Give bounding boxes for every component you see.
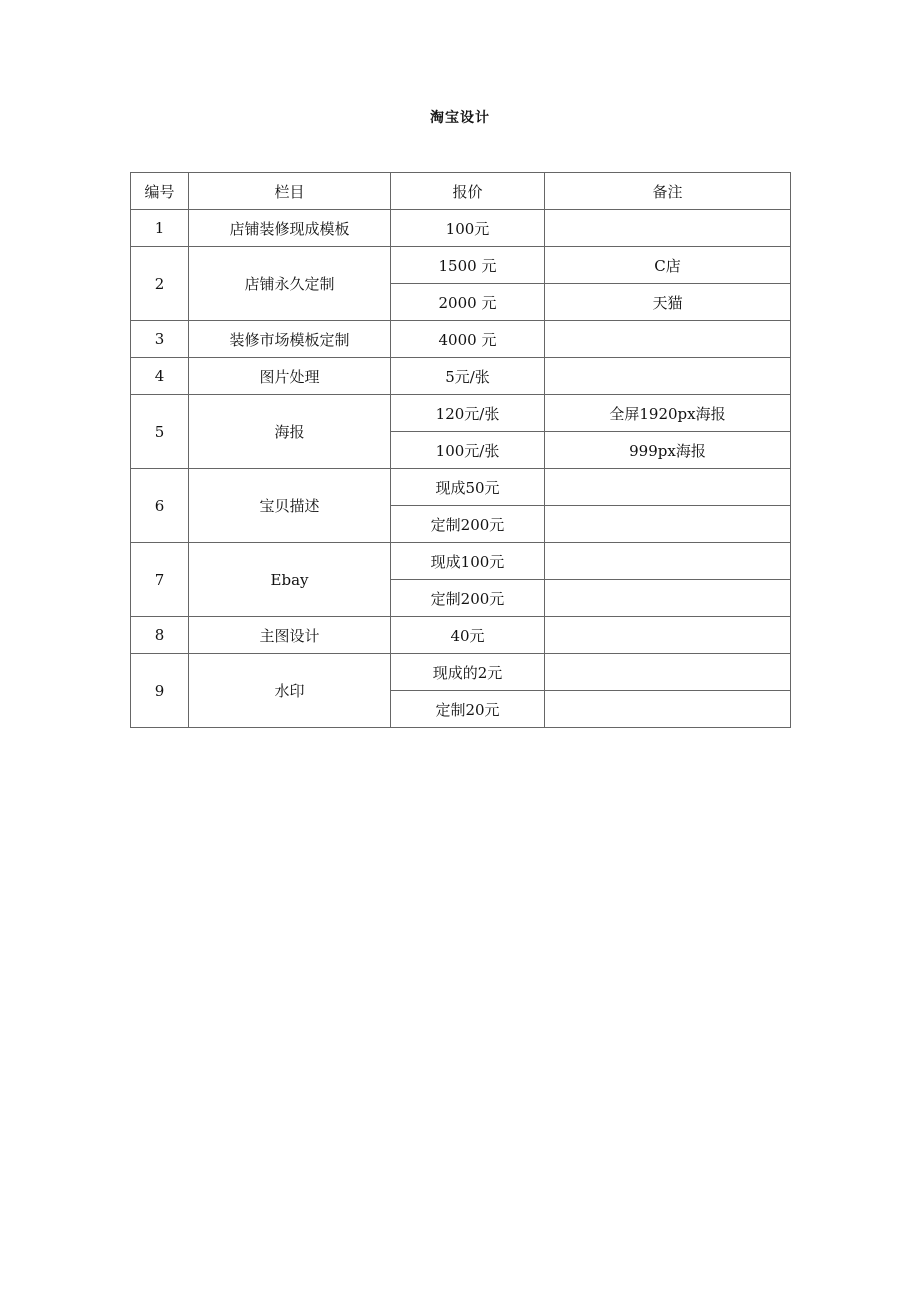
cell-price: 现成的2元	[391, 654, 545, 691]
cell-price: 100元/张	[391, 432, 545, 469]
table-row	[131, 469, 791, 506]
cell-item: Ebay	[189, 543, 391, 617]
table-row	[131, 654, 791, 691]
price-table	[130, 172, 791, 728]
cell-price: 5元/张	[391, 358, 545, 395]
cell-item: 店铺装修现成模板	[189, 210, 391, 247]
cell-price: 现成50元	[391, 469, 545, 506]
table-row	[131, 321, 791, 358]
table-row	[131, 358, 791, 395]
cell-no: 9	[131, 654, 189, 728]
cell-no: 8	[131, 617, 189, 654]
header-price: 报价	[391, 173, 545, 210]
cell-note	[545, 654, 791, 691]
cell-note	[545, 321, 791, 358]
page-title: 淘宝设计	[430, 110, 490, 126]
cell-note: 999px海报	[545, 432, 791, 469]
cell-note: 全屏1920px海报	[545, 395, 791, 432]
cell-price: 100元	[391, 210, 545, 247]
cell-note	[545, 617, 791, 654]
table-row	[131, 395, 791, 432]
cell-note	[545, 210, 791, 247]
cell-note	[545, 469, 791, 506]
table-row	[131, 617, 791, 654]
cell-item: 水印	[189, 654, 391, 728]
cell-price: 120元/张	[391, 395, 545, 432]
cell-no: 7	[131, 543, 189, 617]
cell-note: 天猫	[545, 284, 791, 321]
cell-note	[545, 580, 791, 617]
cell-item: 店铺永久定制	[189, 247, 391, 321]
table-row	[131, 210, 791, 247]
cell-price: 40元	[391, 617, 545, 654]
header-item: 栏目	[189, 173, 391, 210]
cell-price: 2000 元	[391, 284, 545, 321]
cell-item: 宝贝描述	[189, 469, 391, 543]
cell-item: 装修市场模板定制	[189, 321, 391, 358]
cell-note: C店	[545, 247, 791, 284]
cell-note	[545, 506, 791, 543]
header-no: 编号	[131, 173, 189, 210]
table-row	[131, 543, 791, 580]
cell-price: 定制20元	[391, 691, 545, 728]
cell-note	[545, 358, 791, 395]
cell-no: 4	[131, 358, 189, 395]
cell-price: 定制200元	[391, 580, 545, 617]
cell-no: 6	[131, 469, 189, 543]
cell-price: 4000 元	[391, 321, 545, 358]
header-note: 备注	[545, 173, 791, 210]
cell-item: 图片处理	[189, 358, 391, 395]
cell-item: 海报	[189, 395, 391, 469]
cell-price: 现成100元	[391, 543, 545, 580]
cell-price: 定制200元	[391, 506, 545, 543]
cell-item: 主图设计	[189, 617, 391, 654]
cell-note	[545, 543, 791, 580]
table-row	[131, 247, 791, 284]
cell-note	[545, 691, 791, 728]
cell-no: 5	[131, 395, 189, 469]
cell-no: 1	[131, 210, 189, 247]
cell-no: 2	[131, 247, 189, 321]
cell-price: 1500 元	[391, 247, 545, 284]
cell-no: 3	[131, 321, 189, 358]
table-header-row	[131, 173, 791, 210]
